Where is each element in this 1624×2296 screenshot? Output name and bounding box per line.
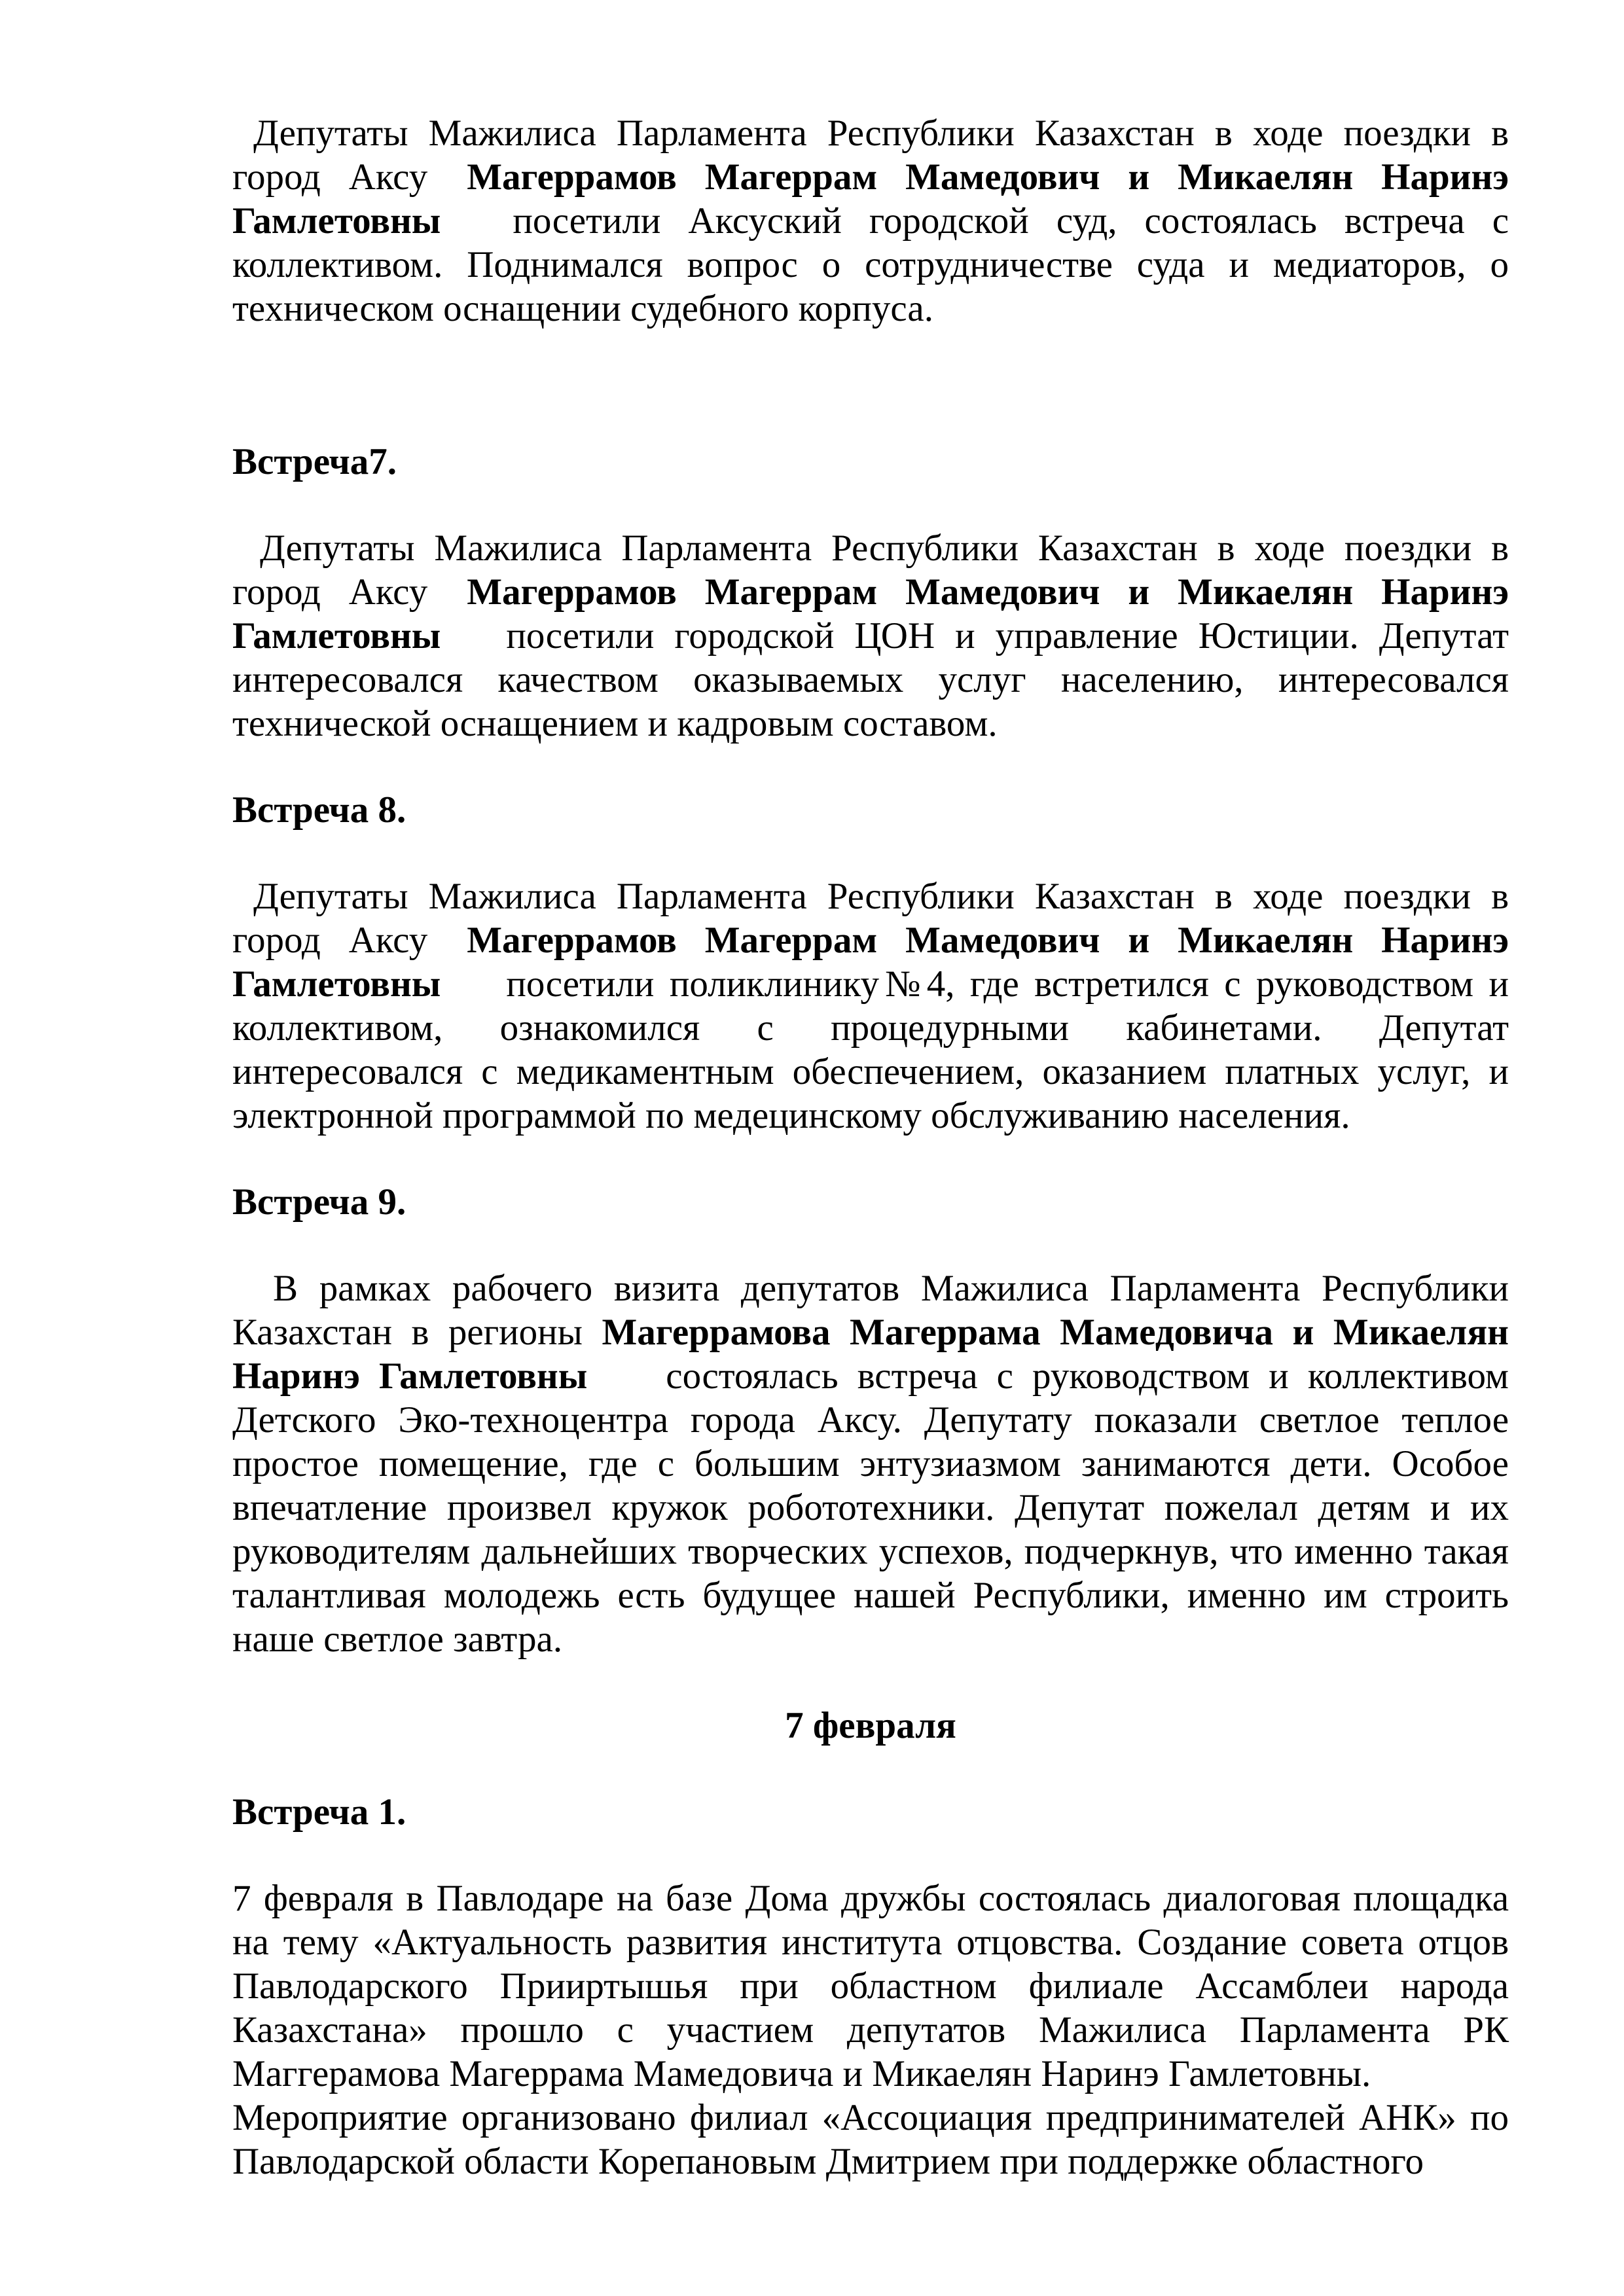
paragraph-meeting-7 [232,526,1509,745]
paragraph-text: Депутаты Мажилиса Парламента Республики Казахстан в ходе поездки в город Аксу [232,876,1509,961]
date-heading: 7 февраля [785,1705,956,1746]
paragraph-text: В рамках рабочего визита депутатов Мажилиса Парламента Республики Казахстан в регионы [232,1268,1509,1353]
deputies-names: Магеррамов Магеррам Мамедович и Микаелян Наринэ Гамлетовны [232,571,1509,656]
paragraph-meeting-9 [232,1266,1509,1661]
meeting-1-heading: Встреча 1. [232,1791,406,1833]
paragraph-text: Депутаты Мажилиса Парламента Республики Казахстан в ходе поездки в город Аксу [232,113,1509,198]
paragraph-feb7-organizer: Мероприятие организовано филиал «Ассоциация предпринимателей АНК» по Павлодарской области Корепановым Дмитрием при поддержке областного [232,2097,1509,2182]
paragraph-feb7-dialogue: 7 февраля в Павлодаре на базе Дома дружбы состоялась диалоговая площадка на тему «Актуальность развития института отцовства. Создание совета отцов Павлодарского Прииртышья при областном филиале Ассамблеи народа Казахстана» прошло с участием депутатов Мажилиса Парламента РК Маггерамова Магеррама Мамедовича и Микаелян Наринэ Гамлетовны. [232,1878,1509,2094]
paragraph-text: посетили городской ЦОН и управление Юстиции. Депутат интересовался качеством оказываемых услуг населению, интересовался технической оснащением и кадровым составом. [232,615,1509,744]
paragraph-text: посетили поликлинику№4, где встретился с руководством и коллективом, ознакомился с процедурными кабинетами. Депутат интересовался с медикаментным обеспечением, оказанием платных услуг, и электронной программой по медецинскому обслуживанию населения. [232,963,1509,1136]
deputies-names: Магеррамова Магеррама Мамедовича и Микаелян Наринэ Гамлетовны [232,1312,1509,1397]
paragraph-meeting-8 [232,874,1509,1138]
deputies-names: Магеррамов Магеррам Мамедович и Микаелян Наринэ Гамлетовны [232,920,1509,1005]
meeting-8-heading: Встреча 8. [232,789,406,831]
paragraph-text: Депутаты Мажилиса Парламента Республики Казахстан в ходе поездки в город Аксу [232,528,1509,613]
document-page [232,111,1509,2183]
paragraph-text: состоялась встреча с руководством и коллективом Детского Эко-техноцентра города Аксу. Депутату показали светлое теплое простое помещение, где с большим энтузиазмом занимаются дети. Особое впечатление произвел кружок робототехники. Депутат пожелал детям и их руководителям дальнейших творческих успехов, подчеркнув, что именно такая талантливая молодежь есть будущее нашей Республики, именно им строить наше светлое завтра. [232,1355,1509,1660]
paragraph-text: посетили Аксуский городской суд, состоялась встреча с коллективом. Поднимался вопрос о сотрудничестве суда и медиаторов, о техническом оснащении судебного корпуса. [232,200,1509,329]
meeting-9-heading: Встреча 9. [232,1181,406,1223]
meeting-7-heading: Встреча7. [232,441,397,482]
paragraph-meeting-6 [232,111,1509,331]
deputies-names: Магеррамов Магеррам Мамедович и Микаелян Наринэ Гамлетовны [232,156,1509,242]
